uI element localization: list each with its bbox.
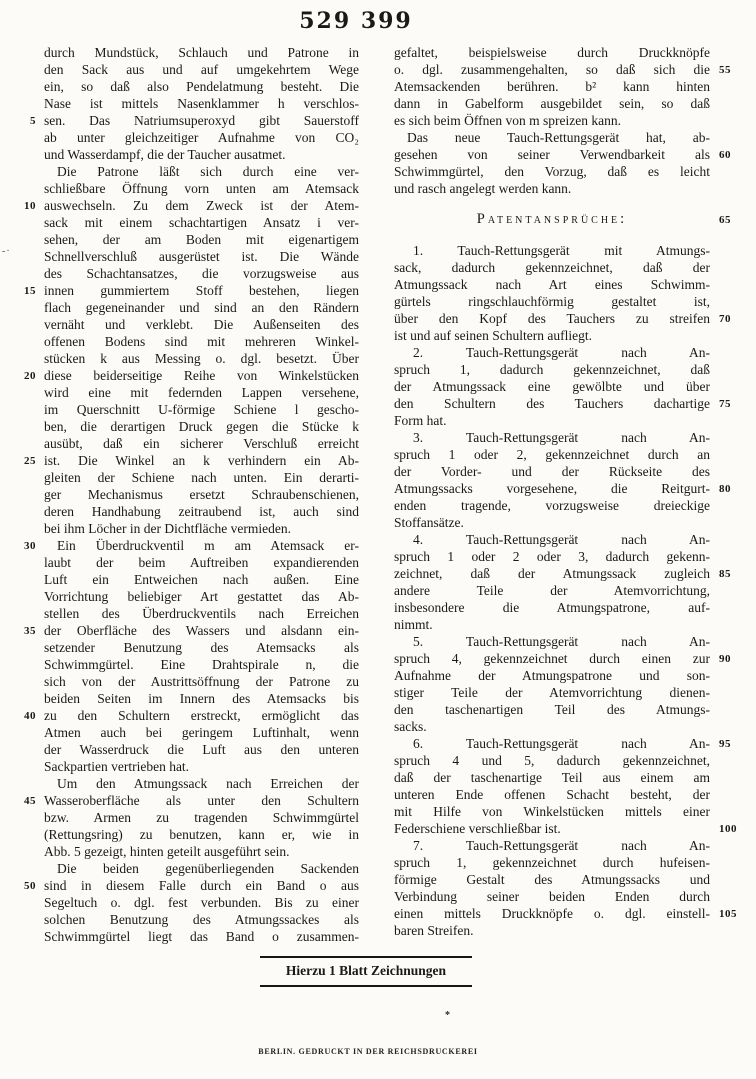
line-text: schließbare Öffnung vorn unten am Atemsack — [44, 181, 359, 196]
line-text: sack, dadurch gekennzeichnet, daß der — [394, 260, 710, 275]
line-text: Nase ist mittels Nasenklammer h verschlos- — [44, 96, 359, 111]
line-text: der Wasserdruck die Luft aus den unteren — [44, 742, 359, 757]
text-line — [44, 129, 359, 146]
right-column — [394, 44, 737, 939]
line-text: Die Patrone läßt sich durch eine ver- — [57, 164, 359, 179]
line-text: einen mittels Druckknöpfe o. dgl. einstell- — [394, 906, 710, 921]
text-line — [44, 163, 359, 180]
text-line — [44, 775, 359, 792]
text-line — [44, 673, 359, 690]
margin-line-number: 55 — [719, 64, 731, 76]
line-text: Form hat. — [394, 413, 447, 428]
line-text: unteren Ende offenen Schacht besteht, der — [394, 787, 710, 802]
text-line — [44, 826, 359, 843]
text-line — [394, 129, 710, 146]
text-line — [394, 582, 710, 599]
margin-line-number: 60 — [719, 149, 731, 161]
line-text: Wasseroberfläche als unter den Schultern — [44, 793, 359, 808]
line-text: daß der taschenartige Teil aus einem am — [394, 770, 710, 785]
text-line — [44, 248, 359, 265]
line-text: Sackpartien vertrieben hat. — [44, 759, 190, 774]
text-line — [394, 180, 710, 197]
line-text: bei ihm Löcher in der Dichtfläche vermieden. — [44, 521, 292, 536]
drawings-note: Hierzu 1 Blatt Zeichnungen — [260, 956, 472, 987]
text-line — [394, 769, 710, 786]
margin-line-number: 50 — [24, 880, 36, 892]
text-line — [44, 843, 359, 860]
line-text: über den Kopf des Tauchers zu streifen — [394, 311, 710, 326]
text-line — [394, 548, 710, 565]
line-text: Schwimmgürtel. Eine Drahtspirale n, die — [44, 657, 359, 672]
line-text: Luft ein Entweichen nach außen. Eine — [44, 572, 359, 587]
line-text: ab unter gleichzeitiger Aufnahme von CO₂ — [44, 130, 359, 145]
text-line — [24, 537, 359, 554]
left-column — [24, 44, 359, 945]
line-text: 4. Tauch-Rettungsgerät nach An- — [413, 532, 710, 547]
text-line — [30, 112, 359, 129]
line-text: flach gegeneinander und sind an den Rändern — [44, 300, 359, 315]
line-text: bzw. Armen zu tragenden Schwimmgürtel — [44, 810, 359, 825]
text-line — [44, 333, 359, 350]
text-line — [394, 293, 710, 310]
line-text: Vorrichtung beliebiger Art gestattet das Ab- — [44, 589, 359, 604]
line-text: Schwimmgürtel liegt das Band o zusammen- — [44, 929, 359, 944]
line-text: stücken k aus Messing o. dgl. besetzt. Über — [44, 351, 359, 366]
line-text: stiger Teile der Atemvorrichtung dienen- — [394, 685, 710, 700]
text-line — [394, 735, 731, 752]
paragraph-gap — [394, 197, 710, 211]
text-line — [44, 605, 359, 622]
margin-line-number: 5 — [30, 115, 36, 127]
line-text: laubt der beim Auftreiben expandierenden — [44, 555, 359, 570]
text-line — [394, 633, 710, 650]
text-line — [394, 378, 710, 395]
line-text: mit Hilfe von Winkelstücken mittels einer — [394, 804, 710, 819]
line-text: es sich beim Öffnen von m spreizen kann. — [394, 113, 621, 128]
line-text: förmige Gestalt des Atmungssacks und — [394, 872, 710, 887]
line-text: zu den Schultern erstreckt, ermöglicht das — [44, 708, 359, 723]
line-text: 2. Tauch-Rettungsgerät nach An- — [413, 345, 710, 360]
line-text: des Schachtansatzes, die vorzugsweise aus — [44, 266, 359, 281]
line-text: baren Streifen. — [394, 923, 474, 938]
line-text: spruch 1, dadurch gekennzeichnet, daß — [394, 362, 710, 377]
text-line — [24, 282, 359, 299]
text-line — [394, 531, 710, 548]
line-text: Das neue Tauch-Rettungsgerät hat, ab- — [407, 130, 710, 145]
text-line — [24, 792, 359, 809]
line-text: wird eine mit federnden Lappen versehene, — [44, 385, 359, 400]
margin-line-number: 105 — [719, 908, 737, 920]
text-line — [394, 786, 710, 803]
text-line — [44, 384, 359, 401]
margin-line-number: 45 — [24, 795, 36, 807]
line-text: Aufnahme der Atmungspatrone und son- — [394, 668, 710, 683]
line-text: vernäht und verklebt. Die Außenseiten des — [44, 317, 359, 332]
margin-line-number: 40 — [24, 710, 36, 722]
text-line — [24, 197, 359, 214]
text-line — [44, 520, 359, 537]
line-text: und Wasserdampf, die der Taucher ausatmet. — [44, 147, 286, 162]
line-text: Schnellverschluß ausgerüstet ist. Die Wände — [44, 249, 359, 264]
margin-line-number: 85 — [719, 568, 731, 580]
line-text: sack mit einem schachtartigen Ansatz i ver- — [44, 215, 359, 230]
text-line — [44, 95, 359, 112]
text-line — [394, 61, 731, 78]
line-text: gefaltet, beispielsweise durch Druckknöpfe — [394, 45, 710, 60]
text-line — [394, 888, 710, 905]
text-line — [24, 622, 359, 639]
line-text: sehen, der am Boden mit eigenartigem — [44, 232, 359, 247]
text-line — [394, 905, 737, 922]
line-text: nimmt. — [394, 617, 433, 632]
text-line — [394, 276, 710, 293]
text-line — [394, 922, 710, 939]
text-line — [394, 95, 710, 112]
text-line — [394, 361, 710, 378]
line-text: zeichnet, daß der Atmungssack zugleich — [394, 566, 710, 581]
text-line — [24, 452, 359, 469]
text-line — [394, 480, 731, 497]
margin-line-number: 65 — [719, 214, 731, 226]
text-line — [44, 809, 359, 826]
line-text: und rasch angelegt werden kann. — [394, 181, 572, 196]
line-text: gesehen von seiner Verwendbarkeit als — [394, 147, 710, 162]
line-text: ben, die derartigen Druck gegen die Stücke k — [44, 419, 359, 434]
margin-line-number: 75 — [719, 398, 731, 410]
line-text: 6. Tauch-Rettungsgerät nach An- — [413, 736, 710, 751]
margin-line-number: 20 — [24, 370, 36, 382]
text-line — [44, 724, 359, 741]
line-text: enden tragende, vorzugsweise dreieckige — [394, 498, 710, 513]
text-line — [394, 242, 710, 259]
text-line — [44, 265, 359, 282]
text-line — [394, 344, 710, 361]
line-text: innen gummiertem Stoff bestehen, liegen — [44, 283, 359, 298]
text-line — [394, 146, 731, 163]
text-line — [44, 503, 359, 520]
line-text: ausübt, daß ein sicherer Verschluß erreicht — [44, 436, 359, 451]
line-text: dann in Gabelform ausgebildet sein, so daß — [394, 96, 710, 111]
text-line — [394, 327, 710, 344]
text-line — [44, 741, 359, 758]
text-line — [394, 837, 710, 854]
line-text: Abb. 5 gezeigt, hinten geteilt ausgeführt sein. — [44, 844, 290, 859]
text-line — [394, 871, 710, 888]
claims-heading — [394, 211, 731, 228]
line-text: Stoffansätze. — [394, 515, 464, 530]
text-line — [44, 231, 359, 248]
margin-line-number: 100 — [719, 823, 737, 835]
line-text: ger Mechanismus ersetzt Schraubenschienen, — [44, 487, 359, 502]
text-line — [394, 112, 710, 129]
printer-imprint: BERLIN. GEDRUCKT IN DER REICHSDRUCKEREI — [258, 1047, 478, 1056]
text-line — [394, 412, 710, 429]
line-text: offenen Bodens sind mit mehreren Winkel- — [44, 334, 359, 349]
text-line — [394, 667, 710, 684]
text-line — [394, 163, 710, 180]
line-text: spruch 1 oder 2 oder 3, dadurch gekenn- — [394, 549, 710, 564]
line-text: spruch 1 oder 2, gekennzeichnet durch an — [394, 447, 710, 462]
text-line — [44, 146, 359, 163]
margin-line-number: 90 — [719, 653, 731, 665]
text-line — [394, 310, 731, 327]
line-text: gürtels ringschlauchförmig gestaltet ist, — [394, 294, 710, 309]
text-line — [44, 61, 359, 78]
line-text: deren Handhabung zeitraubend ist, auch sind — [44, 504, 359, 519]
text-line — [44, 78, 359, 95]
line-text: den taschenartigen Teil des Atmungs- — [394, 702, 710, 717]
line-text: beiden Seiten im Innern des Atemsacks bis — [44, 691, 359, 706]
line-text: Um den Atmungssack nach Erreichen der — [57, 776, 359, 791]
stray-print-mark: * — [445, 1010, 450, 1021]
line-text: Ein Überdruckventil m am Atemsack er- — [57, 538, 359, 553]
line-text: Die beiden gegenüberliegenden Sackenden — [57, 861, 359, 876]
line-text: spruch 1, gekennzeichnet durch hufeisen- — [394, 855, 710, 870]
line-text: Federschiene verschließbar ist. — [394, 821, 561, 836]
line-text: durch Mundstück, Schlauch und Patrone in — [44, 45, 359, 60]
line-text: Patentansprüche: — [476, 211, 628, 227]
margin-line-number: 25 — [24, 455, 36, 467]
text-line — [394, 78, 710, 95]
text-line — [44, 44, 359, 61]
text-line — [394, 497, 710, 514]
margin-line-number: 95 — [719, 738, 731, 750]
line-text: Atemsackenden berühren. b² kann hinten — [394, 79, 710, 94]
text-line — [44, 180, 359, 197]
text-line — [394, 44, 710, 61]
line-text: Atmen auch bei geringem Luftinhalt, wenn — [44, 725, 359, 740]
text-line — [394, 616, 710, 633]
text-line — [394, 259, 710, 276]
margin-line-number: 80 — [719, 483, 731, 495]
line-text: ist und auf seinen Schultern aufliegt. — [394, 328, 592, 343]
line-text: sich von der Austrittsöffnung der Patrone zu — [44, 674, 359, 689]
text-line — [394, 752, 710, 769]
line-text: sind in diesem Falle durch ein Band o aus — [44, 878, 359, 893]
line-text: sen. Das Natriumsuperoxyd gibt Sauerstoff — [44, 113, 359, 128]
text-line — [44, 554, 359, 571]
text-line — [44, 639, 359, 656]
line-text: o. dgl. zusammengehalten, so daß sich die — [394, 62, 710, 77]
text-line — [44, 690, 359, 707]
text-line — [394, 395, 731, 412]
line-text: Segeltuch o. dgl. fest verbunden. Bis zu einer — [44, 895, 359, 910]
text-line — [44, 401, 359, 418]
line-text: ein, so daß also Pendelatmung besteht. Die — [44, 79, 359, 94]
line-text: der Oberfläche des Wassers und alsdann ein- — [44, 623, 359, 638]
margin-line-number: 10 — [24, 200, 36, 212]
line-text: Schwimmgürtel, den Vorzug, daß es leicht — [394, 164, 710, 179]
line-text: der Atmungssack eine gewölbte und über — [394, 379, 710, 394]
text-line — [394, 701, 710, 718]
text-line — [44, 758, 359, 775]
text-line — [24, 877, 359, 894]
margin-pen-mark: -· — [2, 246, 11, 257]
line-text: 7. Tauch-Rettungsgerät nach An- — [413, 838, 710, 853]
text-line — [24, 707, 359, 724]
line-text: der Vorder- und der Rückseite des — [394, 464, 710, 479]
text-line — [44, 316, 359, 333]
line-text: auswechseln. Zu dem Zweck ist der Atem- — [44, 198, 359, 213]
margin-line-number: 70 — [719, 313, 731, 325]
text-line — [394, 599, 710, 616]
text-line — [394, 820, 737, 837]
text-line — [44, 928, 359, 945]
text-line — [44, 860, 359, 877]
text-line — [394, 684, 710, 701]
text-line — [394, 803, 710, 820]
text-line — [44, 571, 359, 588]
margin-line-number: 35 — [24, 625, 36, 637]
text-line — [44, 350, 359, 367]
text-line — [44, 435, 359, 452]
text-line — [394, 718, 710, 735]
text-line — [44, 894, 359, 911]
line-text: sacks. — [394, 719, 427, 734]
line-text: spruch 4 und 5, dadurch gekennzeichnet, — [394, 753, 710, 768]
text-line — [394, 429, 710, 446]
line-text: den Sack aus und auf umgekehrtem Wege — [44, 62, 359, 77]
line-text: Verbindung seiner beiden Enden durch — [394, 889, 710, 904]
line-text: im Querschnitt U-förmige Schiene l gescho- — [44, 402, 359, 417]
line-text: diese beiderseitige Reihe von Winkelstücken — [44, 368, 359, 383]
text-line — [44, 656, 359, 673]
line-text: 1. Tauch-Rettungsgerät mit Atmungs- — [413, 243, 710, 258]
line-text: insbesondere die Atmungspatrone, auf- — [394, 600, 710, 615]
text-line — [44, 214, 359, 231]
text-line — [44, 486, 359, 503]
text-line — [394, 446, 710, 463]
line-text: den Schultern des Tauchers dachartige — [394, 396, 710, 411]
line-text: (Rettungsring) zu benutzen, kann er, wie in — [44, 827, 359, 842]
line-text: solchen Benutzung des Atmungssackes als — [44, 912, 359, 927]
text-line — [24, 367, 359, 384]
margin-line-number: 30 — [24, 540, 36, 552]
line-text: 3. Tauch-Rettungsgerät nach An- — [413, 430, 710, 445]
text-line — [394, 565, 731, 582]
line-text: ist. Die Winkel an k verhindern ein Ab- — [44, 453, 359, 468]
text-line — [394, 650, 731, 667]
patent-number: 529 399 — [299, 8, 413, 34]
text-line — [394, 463, 710, 480]
line-text: Atmungssack nach Art eines Schwimm- — [394, 277, 710, 292]
line-text: spruch 4, gekennzeichnet durch einen zur — [394, 651, 710, 666]
text-line — [44, 588, 359, 605]
text-line — [394, 514, 710, 531]
line-text: 5. Tauch-Rettungsgerät nach An- — [413, 634, 710, 649]
line-text: gleiten der Schiene nach unten. Ein derarti- — [44, 470, 359, 485]
line-text: setzender Benutzung des Atemsacks als — [44, 640, 359, 655]
text-line — [44, 418, 359, 435]
paragraph-gap — [394, 228, 710, 242]
text-line — [44, 911, 359, 928]
line-text: andere Teile der Atemvorrichtung, — [394, 583, 710, 598]
line-text: Atmungssacks vorgesehene, die Reitgurt- — [394, 481, 710, 496]
text-line — [44, 469, 359, 486]
margin-line-number: 15 — [24, 285, 36, 297]
text-line — [44, 299, 359, 316]
line-text: stellen des Überdruckventils nach Erreichen — [44, 606, 359, 621]
text-line — [394, 854, 710, 871]
